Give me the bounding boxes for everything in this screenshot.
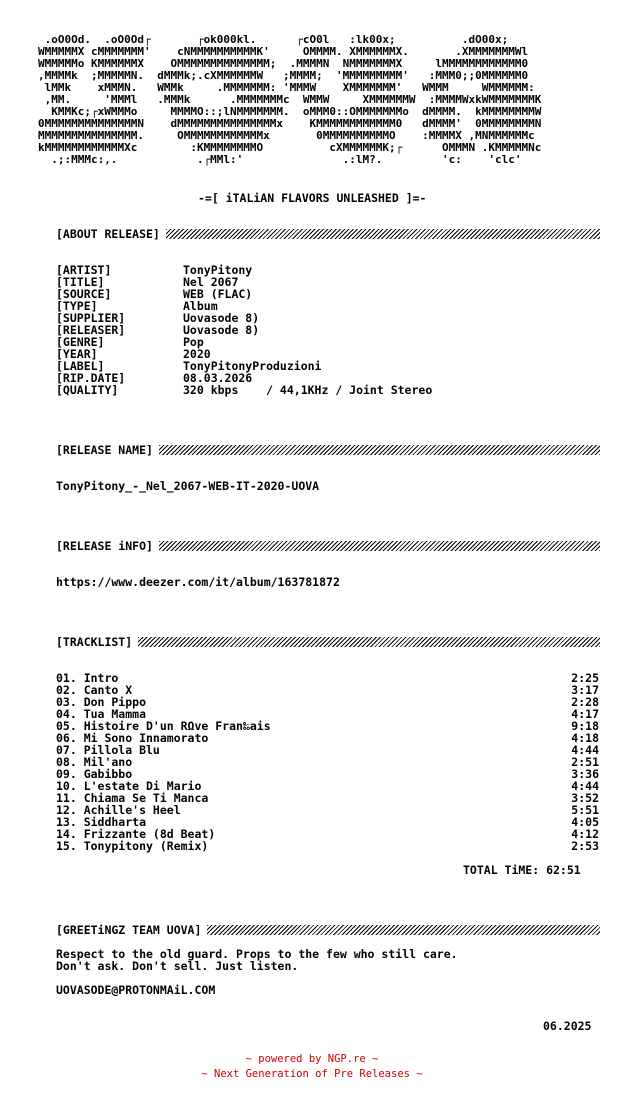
track-title: 10. L'estate Di Mario xyxy=(56,779,202,793)
track-time: 3:52 xyxy=(571,791,599,805)
track-time: 4:18 xyxy=(571,731,599,745)
track-row xyxy=(56,672,599,684)
track-title: 13. Siddharta xyxy=(56,815,147,829)
about-key: [SOURCE] xyxy=(56,287,112,301)
track-title: 12. Achille's Heel xyxy=(56,803,181,817)
about-key: [LABEL] xyxy=(56,359,105,373)
release-date-stamp: 06.2025 xyxy=(543,1019,592,1033)
track-time: 4:05 xyxy=(571,815,599,829)
about-key: [SUPPLIER] xyxy=(56,311,126,325)
ascii-art-logo: .oO0Od. .oO0Od┌ ┌ok000kl. ┌cO0l :lk00x; .dO00x; WMMMMMX cMMMMMMM' cNMMMMMMMMMMK' OMMMM. XMMMMMMX. .XMMMMMMMWl WMMMMMo KMMMMMMX OMMMMMMMMMMMMMM; .MMMMN NMMMMMMMX lMMMMMMMMMMMM0 ,MMMMk ;MMMMMN. dMMMk;.cXMMMMMMW ;MMMM; 'MMMMMMMMM' :MMM0;;0MMMMMM0 lMMk xMMMN. WMMk .MMMMMMM: 'MMMW XMMMMMMM' WMMM WMMMMMM: ,MM. 'MMMl .MMMk .MMMMMMMc WMMW XMMMMMMW :MMMMWxkWMMMMMMMK KMMKc;┌xWMMMo MMMMO::;lNMMMMMMM. oMMM0::OMMMMMMMo dMMMM. kMMMMMMMMW 0MMMMMMMMMMMMMMN dMMMMMMMMMMMMMMMx KMMMMMMMMMMMM0 dMMMM' 0MMMMMMMMN MMMMMMMMMMMMMMM. OMMMMMMMMMMMMx 0MMMMMMMMMMO :MMMMX ,MNMMMMMMc kMMMMMMMMMMMMXc :KMMMMMMMMO cXMMMMMMK;┌ OMMMN .KMMMMMNc .;:MMMc:,. .┌MMl:' .:lM?. 'c: 'clc' xyxy=(38,33,542,166)
about-key: [YEAR] xyxy=(56,347,98,361)
track-title: 02. Canto X xyxy=(56,683,133,697)
about-value: Nel 2067 xyxy=(183,275,239,289)
track-row xyxy=(56,756,599,768)
about-value: Uovasode 8) xyxy=(183,311,260,325)
about-value: TonyPitony xyxy=(183,263,253,277)
track-title: 14. Frizzante (8d Beat) xyxy=(56,827,216,841)
track-title: 04. Tua Mamma xyxy=(56,707,147,721)
track-title: 08. Mil'ano xyxy=(56,755,133,769)
release-info-link[interactable]: https://www.deezer.com/it/album/163781872 xyxy=(56,575,340,589)
about-key: [TITLE] xyxy=(56,275,105,289)
tagline: -=[ iTALiAN FLAVORS UNLEASHED ]=- xyxy=(198,191,427,205)
track-time: 2:53 xyxy=(571,839,599,853)
track-time: 2:25 xyxy=(571,671,599,685)
about-value: 2020 xyxy=(183,347,211,361)
track-time: 4:12 xyxy=(571,827,599,841)
track-time: 3:17 xyxy=(571,683,599,697)
track-title: 01. Intro xyxy=(56,671,119,685)
about-key: [TYPE] xyxy=(56,299,98,313)
track-row xyxy=(56,840,599,852)
track-time: 4:17 xyxy=(571,707,599,721)
track-time: 3:36 xyxy=(571,767,599,781)
hatch-divider xyxy=(166,229,600,239)
about-value: TonyPitonyProduzioni xyxy=(183,359,322,373)
section-header-about xyxy=(56,228,600,240)
track-time: 2:51 xyxy=(571,755,599,769)
hatch-divider xyxy=(159,445,600,455)
track-time: 4:44 xyxy=(571,779,599,793)
track-time: 5:51 xyxy=(571,803,599,817)
section-header-release-info xyxy=(56,540,600,552)
about-value: Pop xyxy=(183,335,204,349)
hatch-divider xyxy=(207,925,600,935)
footer-powered-by[interactable]: ~ powered by NGP.re ~ xyxy=(245,1053,379,1065)
greetings-line-1: Respect to the old guard. Props to the few who still care. xyxy=(56,947,458,961)
track-time: 4:44 xyxy=(571,743,599,757)
about-value: 08.03.2026 xyxy=(183,371,253,385)
footer-tagline: ~ Next Generation of Pre Releases ~ xyxy=(201,1068,423,1080)
contact-email[interactable]: UOVASODE@PROTONMAiL.COM xyxy=(56,983,216,997)
track-title: 09. Gabibbo xyxy=(56,767,133,781)
release-name-value: TonyPitony_-_Nel_2067-WEB-IT-2020-UOVA xyxy=(56,479,320,493)
about-key: [QUALITY] xyxy=(56,383,119,397)
section-title: [ABOUT RELEASE] xyxy=(56,227,160,241)
section-header-tracklist xyxy=(56,636,600,648)
track-title: 07. Pillola Blu xyxy=(56,743,160,757)
about-value: Album xyxy=(183,299,218,313)
section-title: [GREETiNGZ TEAM UOVA] xyxy=(56,923,202,937)
total-time: TOTAL TiME: 62:51 xyxy=(463,863,581,877)
about-key: [GENRE] xyxy=(56,335,105,349)
track-title: 06. Mi Sono Innamorato xyxy=(56,731,209,745)
track-title: 15. Tonypitony (Remix) xyxy=(56,839,209,853)
about-value: WEB (FLAC) xyxy=(183,287,253,301)
about-key: [ARTIST] xyxy=(56,263,112,277)
track-row xyxy=(56,744,599,756)
hatch-divider xyxy=(138,637,600,647)
track-time: 2:28 xyxy=(571,695,599,709)
hatch-divider xyxy=(159,541,600,551)
track-title: 03. Don Pippo xyxy=(56,695,147,709)
section-title: [RELEASE iNFO] xyxy=(56,539,153,553)
about-key: [RIP.DATE] xyxy=(56,371,126,385)
about-row xyxy=(56,384,432,396)
about-value: 320 kbps / 44,1KHz / Joint Stereo xyxy=(183,383,433,397)
about-value: Uovasode 8) xyxy=(183,323,260,337)
section-title: [RELEASE NAME] xyxy=(56,443,153,457)
section-title: [TRACKLIST] xyxy=(56,635,133,649)
track-time: 9:18 xyxy=(571,719,599,733)
track-title: 05. Histoire D'un RΩve Fran‰ais xyxy=(56,719,271,733)
section-header-greetings xyxy=(56,924,600,936)
about-key: [RELEASER] xyxy=(56,323,126,337)
greetings-line-2: Don't ask. Don't sell. Just listen. xyxy=(56,959,299,973)
section-header-release-name xyxy=(56,444,600,456)
track-title: 11. Chiama Se Ti Manca xyxy=(56,791,209,805)
